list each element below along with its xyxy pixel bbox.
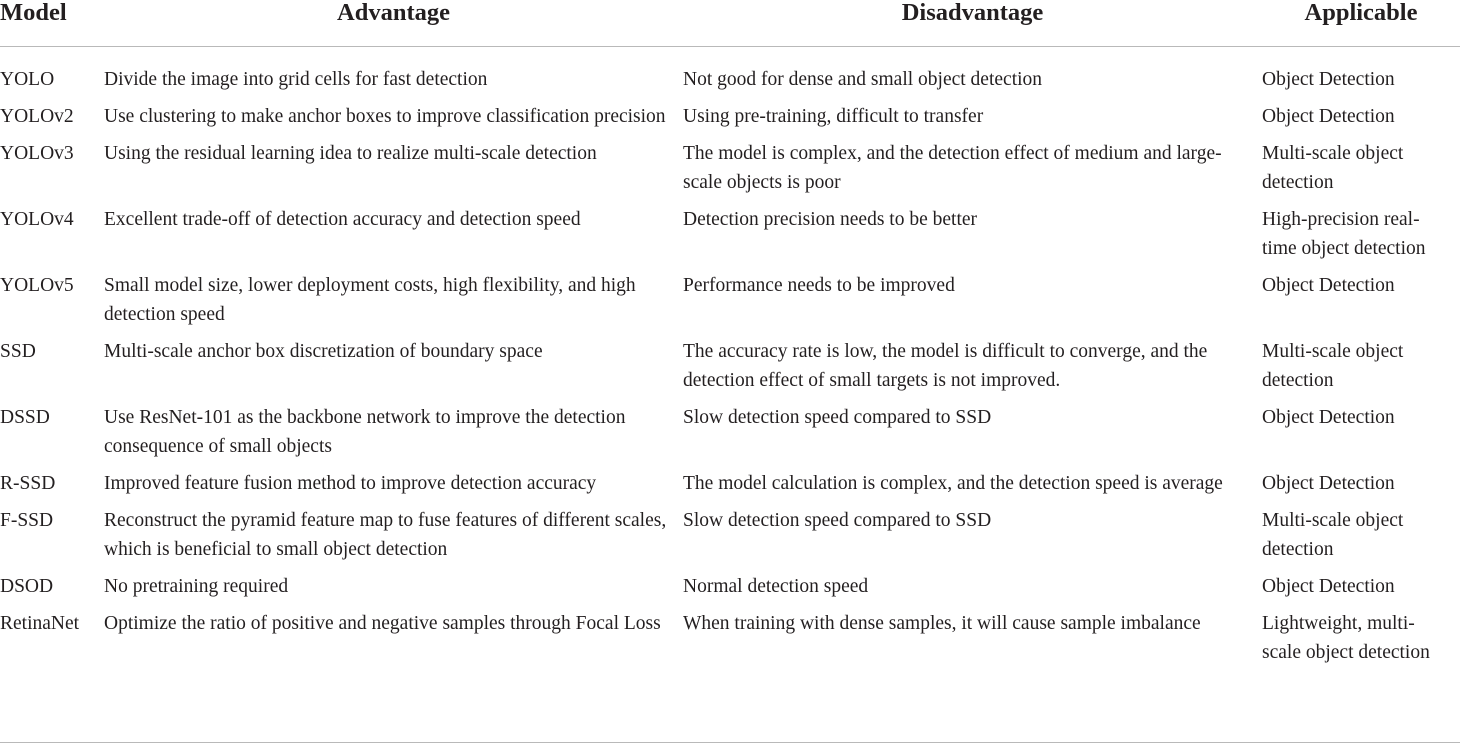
cell-applicable: Object Detection [1262, 473, 1395, 494]
cell-disadvantage: Detection precision needs to be better [683, 209, 978, 230]
table-row [0, 403, 1460, 469]
cell-applicable: High-precision real-time object detection [1262, 209, 1426, 259]
cell-disadvantage: Not good for dense and small object detection [683, 69, 1043, 90]
cell-disadvantage: The model calculation is complex, and the detection speed is average [683, 473, 1223, 494]
table-row [0, 271, 1460, 337]
cell-applicable: Lightweight, multi-scale object detection [1262, 613, 1430, 663]
header-model: Model [0, 0, 104, 47]
header-disadvantage: Disadvantage [683, 0, 1262, 47]
cell-advantage: Use clustering to make anchor boxes to improve classification precision [104, 106, 666, 127]
cell-applicable: Object Detection [1262, 576, 1395, 597]
cell-applicable: Multi-scale object detection [1262, 341, 1404, 391]
cell-model: YOLOv2 [0, 106, 74, 127]
cell-advantage: Divide the image into grid cells for fast detection [104, 69, 488, 90]
table-row [0, 102, 1460, 139]
cell-model: RetinaNet [0, 613, 80, 634]
table-row [0, 572, 1460, 609]
cell-disadvantage: The accuracy rate is low, the model is difficult to converge, and the detection effect of small targets is not improved. [683, 341, 1208, 391]
table-row [0, 609, 1460, 667]
cell-advantage: Excellent trade-off of detection accuracy and detection speed [104, 209, 581, 230]
cell-model: YOLOv5 [0, 275, 74, 296]
cell-model: F-SSD [0, 510, 54, 531]
table-body [0, 47, 1460, 668]
table-row [0, 506, 1460, 572]
table-row [0, 469, 1460, 506]
cell-disadvantage: Slow detection speed compared to SSD [683, 407, 992, 428]
cell-disadvantage: The model is complex, and the detection effect of medium and large-scale objects is poor [683, 143, 1222, 193]
cell-applicable: Object Detection [1262, 106, 1395, 127]
cell-advantage: No pretraining required [104, 576, 289, 597]
header-row [0, 0, 1460, 47]
cell-disadvantage: Normal detection speed [683, 576, 869, 597]
cell-applicable: Multi-scale object detection [1262, 143, 1404, 193]
cell-model: YOLOv3 [0, 143, 74, 164]
cell-applicable: Multi-scale object detection [1262, 510, 1404, 560]
cell-applicable: Object Detection [1262, 407, 1395, 428]
cell-advantage: Multi-scale anchor box discretization of boundary space [104, 341, 543, 362]
cell-model: DSSD [0, 407, 50, 428]
cell-advantage: Using the residual learning idea to realize multi-scale detection [104, 143, 597, 164]
table-header [0, 0, 1460, 47]
cell-model: DSOD [0, 576, 54, 597]
cell-applicable: Object Detection [1262, 69, 1395, 90]
cell-applicable: Object Detection [1262, 275, 1395, 296]
cell-disadvantage: Using pre-training, difficult to transfer [683, 106, 984, 127]
cell-model: SSD [0, 341, 36, 362]
cell-advantage: Optimize the ratio of positive and negative samples through Focal Loss [104, 613, 661, 634]
cell-model: YOLOv4 [0, 209, 74, 230]
cell-advantage: Improved feature fusion method to improve detection accuracy [104, 473, 597, 494]
table-row [0, 47, 1460, 103]
table-bottom-rule [0, 742, 1460, 743]
cell-model: R-SSD [0, 473, 56, 494]
cell-advantage: Small model size, lower deployment costs, high flexibility, and high detection speed [104, 275, 636, 325]
cell-disadvantage: When training with dense samples, it will cause sample imbalance [683, 613, 1201, 634]
table-row [0, 139, 1460, 205]
table-row [0, 337, 1460, 403]
header-applicable: Applicable [1262, 0, 1460, 47]
cell-model: YOLO [0, 69, 55, 90]
cell-advantage: Reconstruct the pyramid feature map to fuse features of different scales, which is beneficial to small object detection [104, 510, 667, 560]
cell-advantage: Use ResNet-101 as the backbone network to improve the detection consequence of small objects [104, 407, 626, 457]
table-row [0, 205, 1460, 271]
cell-disadvantage: Slow detection speed compared to SSD [683, 510, 992, 531]
cell-disadvantage: Performance needs to be improved [683, 275, 955, 296]
header-advantage: Advantage [104, 0, 683, 47]
